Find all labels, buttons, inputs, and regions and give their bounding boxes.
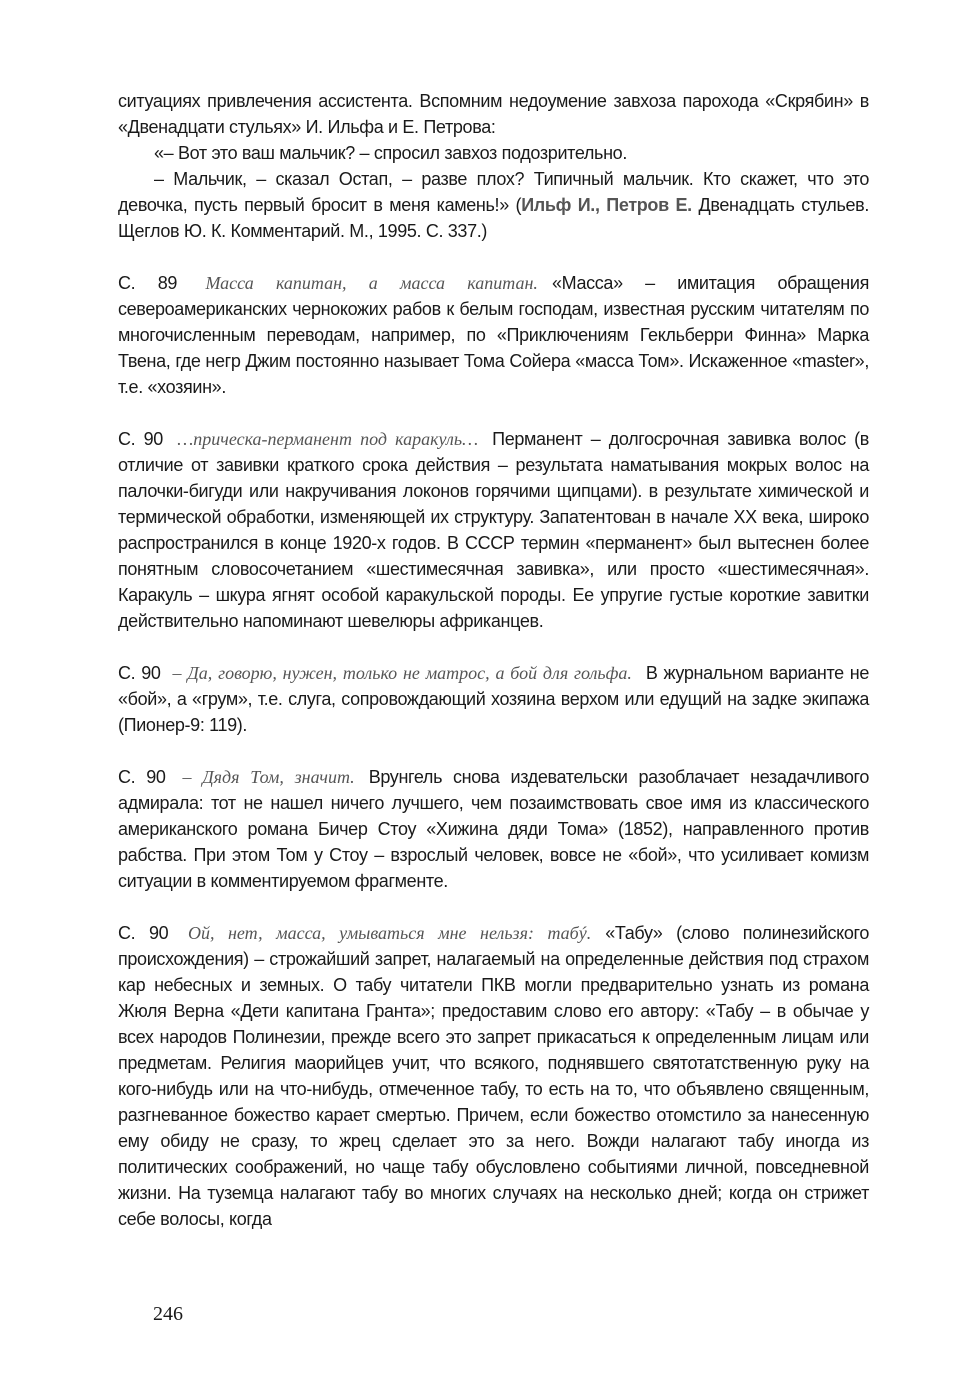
page-reference: С. 90 (118, 923, 169, 943)
entry-text: Врунгель снова издевательски разоблачает незадачливого адмирала: тот не нашел ничего лучшего, чем позаимствовать свое имя из классического американского романа Бичер Стоу «Хижина дяди Тома» (1852), направленного против рабства. При этом Том у Стоу – взрослый человек, вовсе не «бой», что усиливает комизм ситуации в комментируемом фрагменте. (118, 767, 869, 891)
quoted-lemma: – Да, говорю, нужен, только не матрос, а бой для гольфа. (172, 663, 632, 683)
commentary-entry (118, 270, 869, 400)
entry-text: «Табу» (слово полинезийского происхождения) – строжайший запрет, налагаемый на определенные действия под страхом кар небесных и земных. О табу читатели ПКВ могли предварительно узнать из романа Жюля Верна «Дети капитана Гранта»; предоставим слово его автору: «Табу – в обычае у всех народов Полинезии, прежде всего это запрет прикасаться к определенным лицам или предметам. Религия маорийцев учит, что всякого, поднявшего святотатственную руку на кого-нибудь или на что-нибудь, отмеченное табу, то есть на то, что объявлено священным, разгневанное божество карает смертью. Причем, если божество отомстило за нанесенную ему обиду не сразу, то жрец сделает это за него. Вожди налагают табу иногда из политических соображений, но чаще табу обусловлено событиями личной, повседневной жизни. На туземца налагают табу во многих случаях на несколько дней; когда он стрижет себе волосы, когда (118, 923, 869, 1229)
entry-text: «Масса» – имитация обращения североамериканских чернокожих рабов к белым господам, известная русским читателям по многочисленным переводам, например, по «Приключениям Гекльберри Финна» Марка Твена, где негр Джим постоянно называет Тома Сойера «масса Том». Искаженное «master», т.е. «хозяин». (118, 273, 869, 397)
commentary-entry (118, 764, 869, 894)
commentary-entry (118, 426, 869, 634)
entry-text: В журнальном варианте не «бой», а «грум», т.е. слуга, сопровождающий хозяина верхом или едущий на задке экипажа (Пионер-9: 119). (118, 663, 869, 735)
quoted-lemma: Масса капитан, а масса капитан. (205, 273, 538, 293)
page-reference: С. 90 (118, 663, 161, 683)
page-number: 246 (153, 1303, 183, 1325)
dialogue-text: – Мальчик, – сказал Остап, – разве плох? Типичный мальчик. Кто скажет, что это девочка, пусть первый бросит в меня камень!» ( (118, 169, 869, 215)
quoted-lemma: Ой, нет, масса, умываться мне нельзя: табý. (187, 923, 592, 943)
page-reference: С. 90 (118, 429, 163, 449)
quoted-lemma: – Дядя Том, значит. (182, 767, 355, 787)
intro-paragraph: ситуациях привлечения ассистента. Вспомним недоумение завхоза парохода «Скрябин» в «Двенадцати стульях» И. Ильфа и Е. Петрова: (118, 91, 869, 137)
entry-text: Перманент – долгосрочная завивка волос (в отличие от завивки краткого срока действия – результата наматывания мокрых волос на палочки-бигуди или накручивания локонов горячими щипцами). в результате химической и термической обработки, изменяющей их структуру. Запатентован в начале XX века, широко распространился в конце 1920-х годов. В СССР термин «перманент» был вытеснен более понятным словосочетанием «шестимесячная завивка», или просто «шестимесячная». Каракуль – шкура ягнят особой каракульской породы. Ее упругие густые короткие завитки действительно напоминают шевелюры африканцев. (118, 429, 870, 631)
commentary-entry (118, 660, 869, 738)
page-reference: С. 89 (118, 273, 178, 293)
quoted-lemma: …прическа-перманент под каракуль… (177, 429, 479, 449)
dialogue-line-2 (118, 166, 869, 244)
page-reference: С. 90 (118, 767, 166, 787)
page-body (118, 88, 869, 1232)
commentary-entry (118, 920, 869, 1232)
citation-tail: Двенадцать стульев. Щеглов Ю. К. Комментарий. М., 1995. С. 337.) (118, 195, 869, 241)
dialogue-line-1: «– Вот это ваш мальчик? – спросил завхоз подозрительно. (154, 143, 627, 163)
author-citation: Ильф И., Петров Е. (521, 195, 692, 215)
